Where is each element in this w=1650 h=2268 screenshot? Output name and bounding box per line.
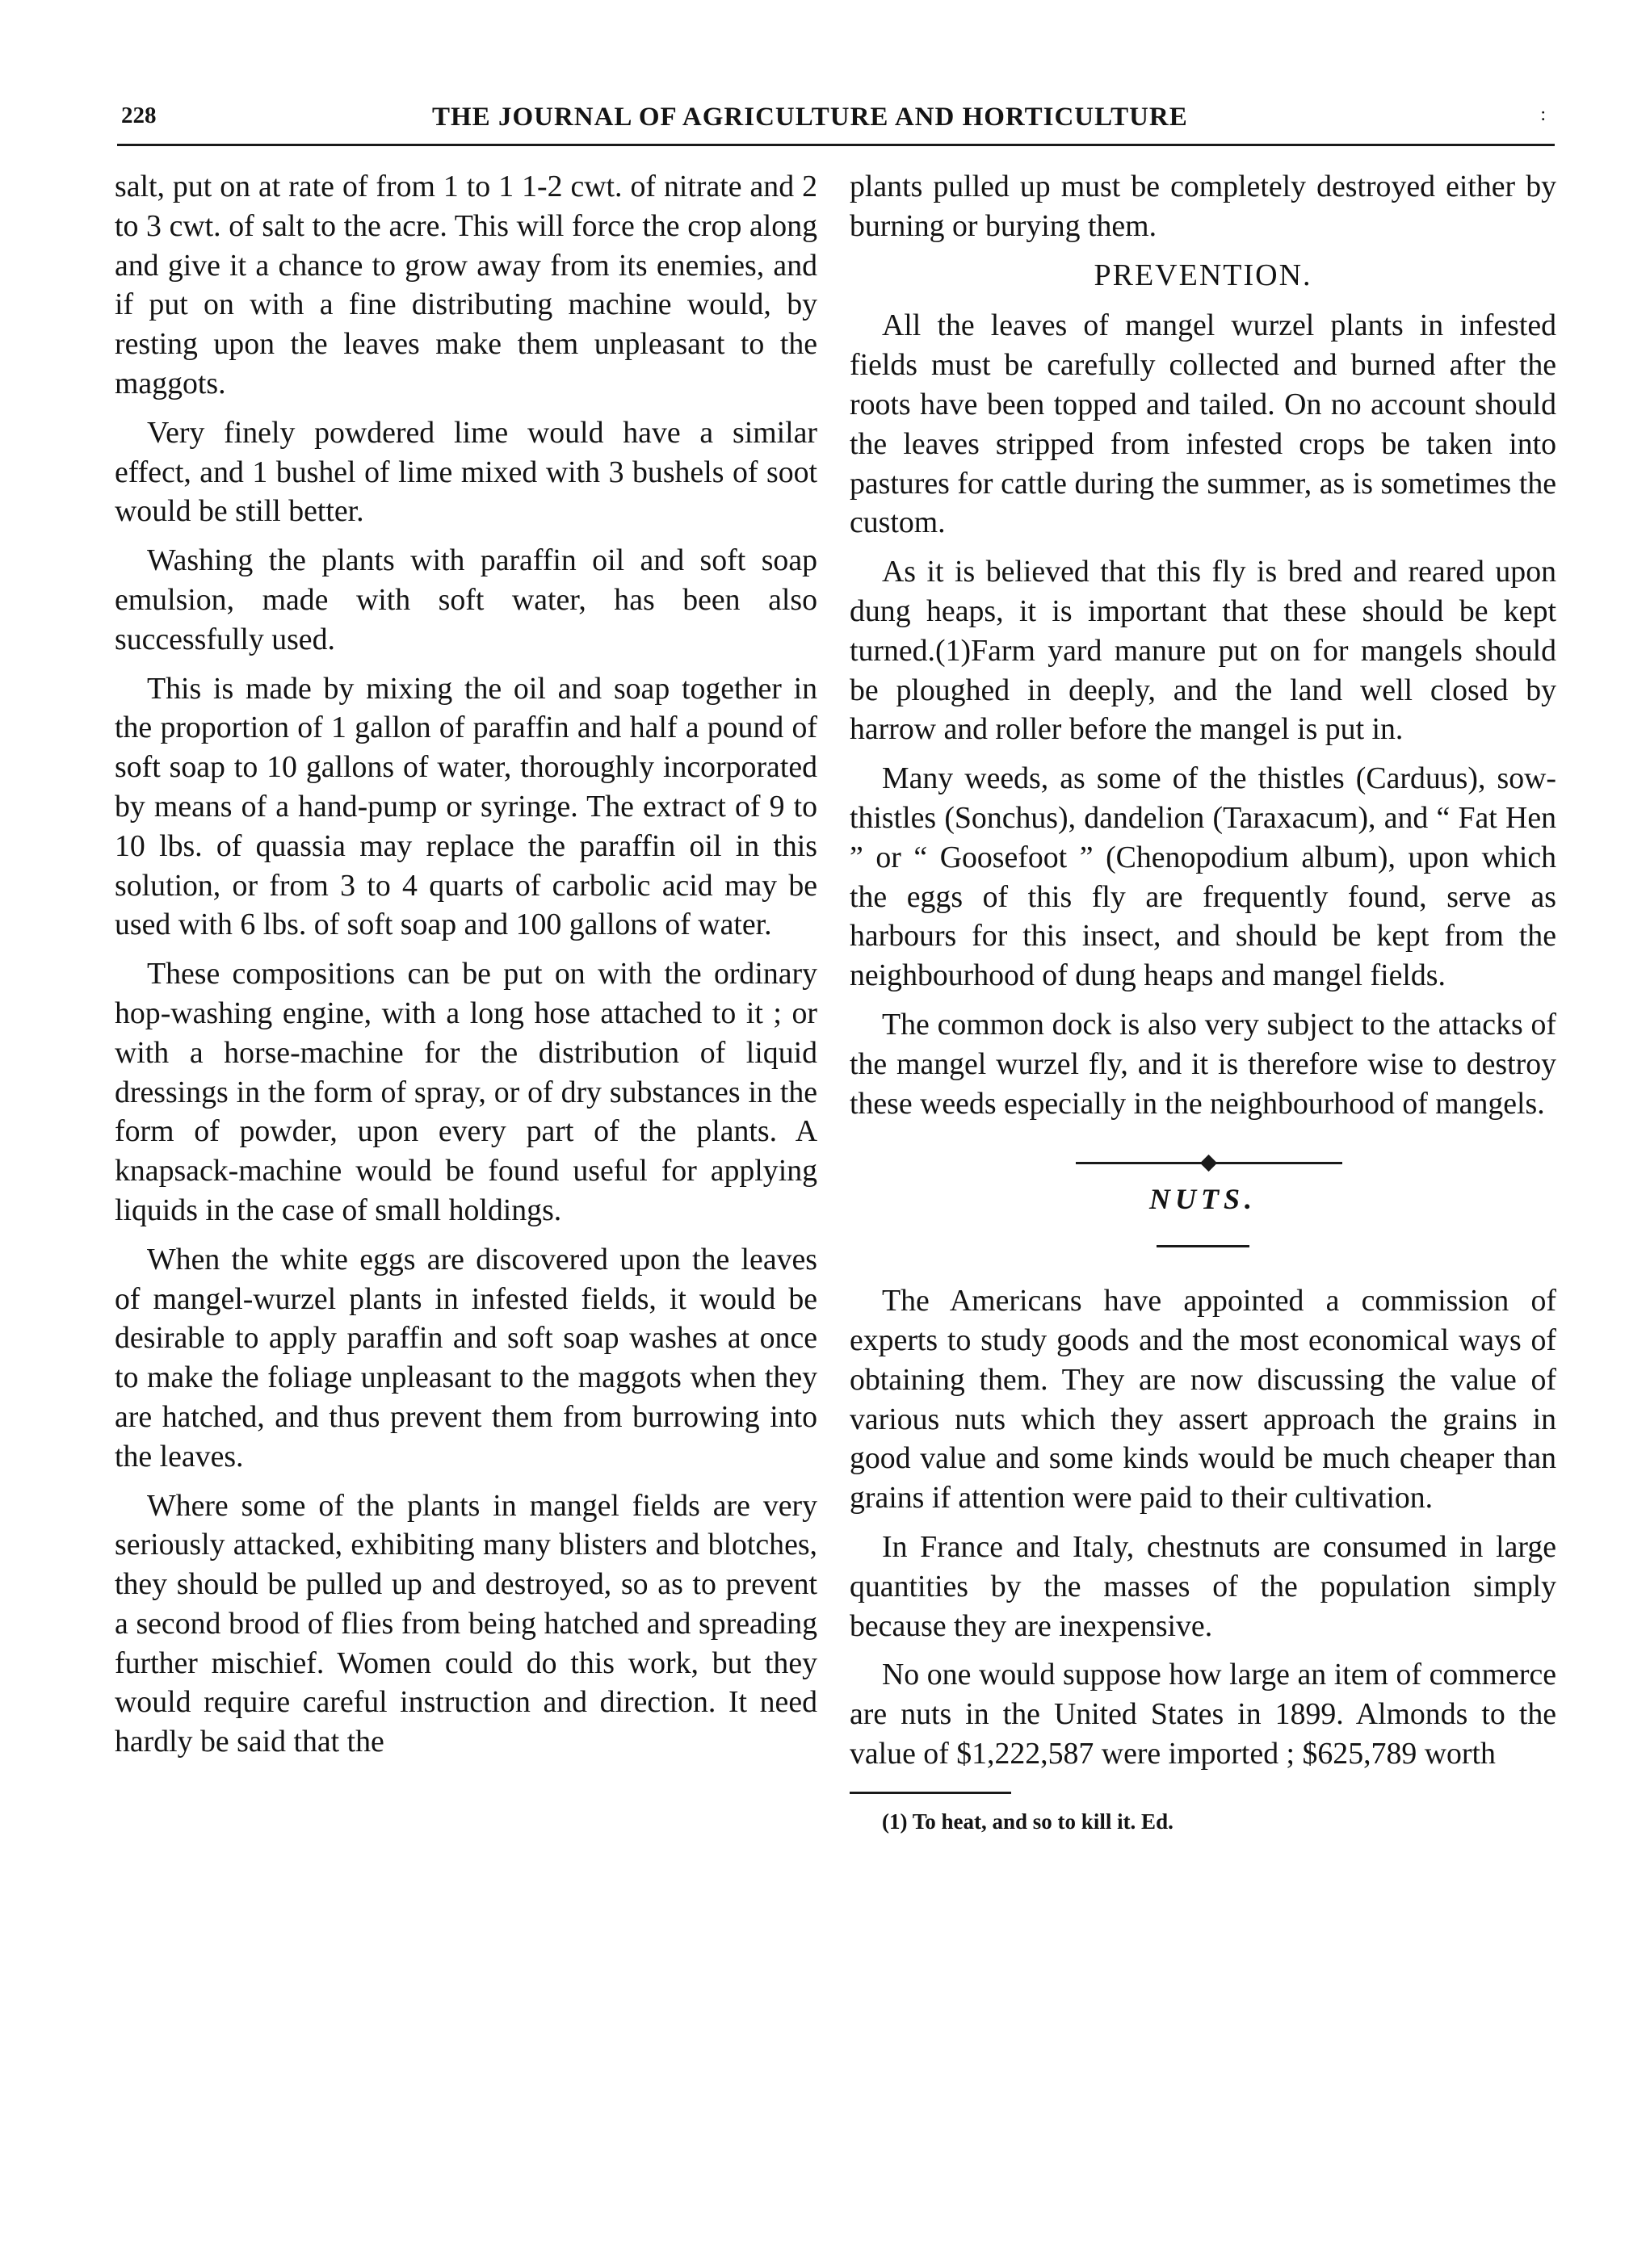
nuts-heading: NUTS. [1148, 1183, 1257, 1216]
divider-diamond [1200, 1155, 1217, 1172]
left-column [115, 167, 817, 1771]
paragraph-americans-commission: The Americans have appointed a commission of experts to study goods and the most economical ways of obtaining them. They are now discussing the value of various nuts which they assert approach the grains in good value and some kinds would be much cheaper than grains if attention were paid to their cultivation. [850, 1284, 1556, 1515]
running-title: THE JOURNAL OF AGRICULTURE AND HORTICULTURE [432, 103, 1188, 132]
section-divider-ornament [850, 1144, 1556, 1193]
footnote: (1) To heat, and so to kill it. Ed. [882, 1809, 1173, 1834]
right-column [850, 167, 1556, 1834]
paragraph-paraffin-wash: Washing the plants with paraffin oil and soft soap emulsion, made with soft water, has been also successfully used. [115, 543, 817, 656]
paragraph-fertilizer: salt, put on at rate of from 1 to 1 1-2 cwt. of nitrate and 2 to 3 cwt. of salt to the acre. This will force the crop along and give it a chance to grow away from its enemies, and if put on with a fine distributing machine would, by resting upon the leaves make them unpleasant to the maggots. [115, 170, 817, 400]
paragraph-dung-heaps: As it is believed that this fly is bred and reared upon dung heaps, it is important that these should be kept turned.(1)Farm yard manure put on for mangels should be ploughed in deeply, and the land well closed by harrow and roller before the mangel is put in. [850, 555, 1556, 747]
paragraph-continuation: plants pulled up must be completely destroyed either by burning or burying them. [850, 170, 1556, 243]
nuts-heading-rule [1157, 1245, 1249, 1247]
paragraph-chestnuts: In France and Italy, chestnuts are consumed in large quantities by the masses of the population simply because they are inexpensive. [850, 1529, 1556, 1643]
paragraph-nut-commerce: No one would suppose how large an item of commerce are nuts in the United States in 1899. Almonds to the value of $1,222,587 were imported ; $625,789 worth [850, 1658, 1556, 1771]
paragraph-emulsion-recipe: This is made by mixing the oil and soap together in the proportion of 1 gallon of paraffin and half a pound of soft soap to 10 gallons of water, thoroughly incorporated by means of a hand-pump or syringe. The extract of 9 to 10 lbs. of quassia may replace the paraffin oil in this solution, or from 3 to 4 quarts of carbolic acid may be used with 6 lbs. of soft soap and 100 gallons of water. [115, 671, 817, 942]
prevention-heading: PREVENTION. [1094, 258, 1312, 292]
header-mark: : [1540, 104, 1546, 125]
paragraph-lime: Very finely powdered lime would have a similar effect, and 1 bushel of lime mixed with 3 bushels of soot would be still better. [115, 415, 817, 529]
paragraph-application-methods: These compositions can be put on with the ordinary hop-washing engine, with a long hose attached to it ; or with a horse-machine for the distribution of liquid dressings in the form of spray, or of dry substances in the form of powder, upon every part of the plants. A knapsack-machine would be found useful for applying liquids in the case of small holdings. [115, 957, 817, 1227]
paragraph-weeds: Many weeds, as some of the thistles (Carduus), sow-thistles (Sonchus), dandelion (Taraxacum), and “ Fat Hen ” or “ Goosefoot ” (Chenopodium album), upon which the eggs of this fly are frequently found, serve as harbours for this insect, and should be kept from the neighbourhood of dung heaps and mangel fields. [850, 761, 1556, 993]
footnote-rule [850, 1792, 1011, 1794]
paragraph-common-dock: The common dock is also very subject to the attacks of the mangel wurzel fly, and it is therefore wise to destroy these weeds especially in the neighbourhood of mangels. [850, 1007, 1556, 1121]
header-rule [117, 144, 1555, 146]
paragraph-collect-leaves: All the leaves of mangel wurzel plants in infested fields must be carefully collected and burned after the roots have been topped and tailed. On no account should the leaves stripped from infested crops be taken into pastures for cattle during the summer, as is sometimes the custom. [850, 308, 1556, 540]
paragraph-destroy-plants: Where some of the plants in mangel fields are very seriously attacked, exhibiting many blisters and blotches, they should be pulled up and destroyed, so as to prevent a second brood of flies from being hatched and spreading further mischief. Women could do this work, but they would require careful instruction and direction. It need hardly be said that the [115, 1488, 817, 1759]
paragraph-white-eggs: When the white eggs are discovered upon the leaves of mangel-wurzel plants in infested fields, it would be desirable to apply paraffin and soft soap washes at once to make the foliage unpleasant to the maggots when they are hatched, and thus prevent them from burrowing into the leaves. [115, 1242, 817, 1474]
page-header [121, 93, 1551, 141]
page-number: 228 [121, 103, 157, 128]
